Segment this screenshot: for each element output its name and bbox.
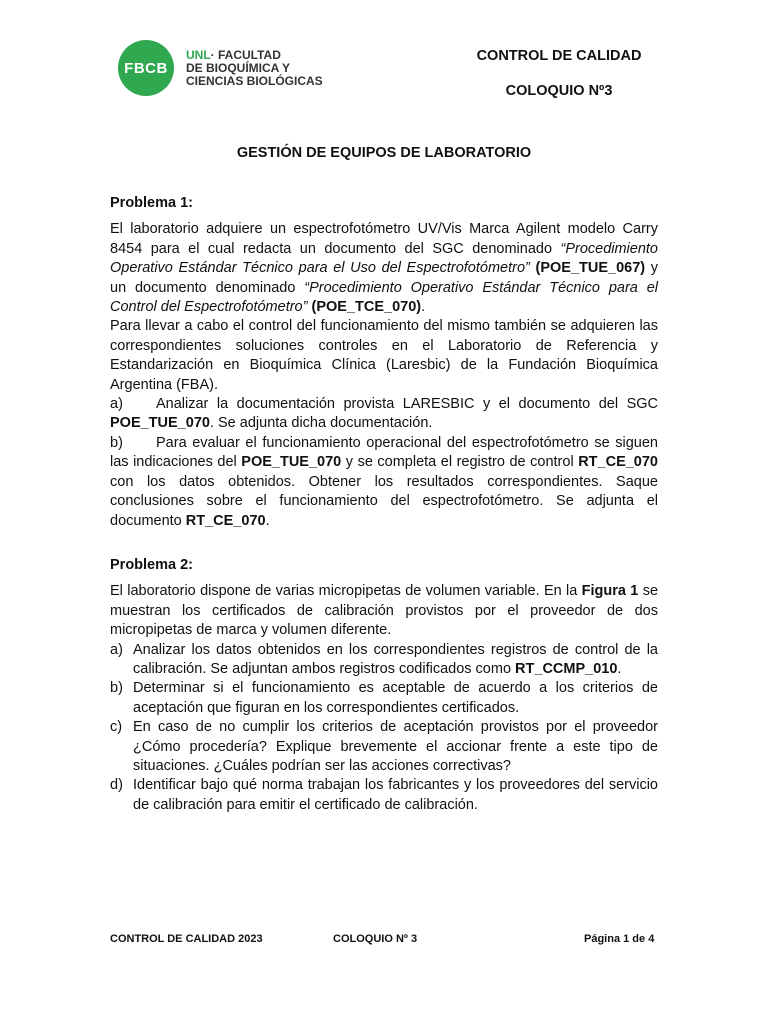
text-run-italic: “Procedimiento Operativo Estándar Técnico para el Uso del Espectrofotómetro” xyxy=(110,240,658,277)
item-text: Analizar los datos obtenidos en los correspondientes registros de control de la calibración. Se adjuntan ambos registros codificados como xyxy=(133,641,658,678)
header-coloquio: COLOQUIO Nº3 xyxy=(505,83,613,99)
list-item xyxy=(110,679,658,718)
problem-2-intro xyxy=(110,582,658,640)
problem-2-list xyxy=(110,641,658,816)
doc-code: RT_CE_070 xyxy=(578,454,658,471)
item-text: Identificar bajo qué norma trabajan los fabricantes y los proveedores del servicio de calibración para emitir el certificado de calibración. xyxy=(133,777,658,813)
text-run-italic: “Procedimiento Operativo Estándar Técnico para el Control del Espectrofotómetro” xyxy=(110,279,658,316)
fbcb-logo xyxy=(118,40,323,96)
doc-code: RT_CCMP_010 xyxy=(515,661,618,678)
item-label: d) xyxy=(110,777,123,794)
logo-line3: CIENCIAS BIOLÓGICAS xyxy=(186,73,323,88)
page-title: GESTIÓN DE EQUIPOS DE LABORATORIO xyxy=(236,145,532,161)
logo-text xyxy=(186,49,323,88)
problem-1-heading: Problema 1: xyxy=(110,195,193,211)
text-run: y un documento denominado xyxy=(110,260,658,296)
text-run: se muestran los certificados de calibración provistos por el proveedor de dos micropipetas de marca y volumen diferente. xyxy=(110,583,659,639)
item-tail: . xyxy=(617,661,622,678)
figure-ref: Figura 1 xyxy=(581,583,639,600)
item-label: c) xyxy=(110,719,123,736)
item-label: a) xyxy=(110,641,123,658)
problem-1-paragraph-1 xyxy=(110,220,658,317)
item-label: b) xyxy=(110,434,123,451)
item-label: a) xyxy=(110,396,123,413)
problem-2-heading: Problema 2: xyxy=(110,557,193,573)
problem-1-item-a xyxy=(110,395,658,434)
problem-1-item-b xyxy=(110,434,658,531)
footer-course: CONTROL DE CALIDAD 2023 xyxy=(110,933,263,945)
logo-unl: UNL xyxy=(186,47,211,62)
text-run: El laboratorio adquiere un espectrofotómetro UV/Vis Marca Agilent modelo Carry 8454 para el cual redacta un documento del SGC denominado xyxy=(110,221,658,257)
problem-2-section xyxy=(110,556,658,815)
text-run: Para evaluar el funcionamiento operacional del espectrofotómetro se siguen las indicaciones del xyxy=(110,434,658,471)
logo-line2: DE BIOQUÍMICA Y xyxy=(186,60,291,75)
doc-code: POE_TUE_070 xyxy=(241,454,342,471)
item-text: Determinar si el funcionamiento es aceptable de acuerdo a los criterios de aceptación que figuran en los correspondientes certificados. xyxy=(133,680,658,716)
footer-page-number: Página 1 de 4 xyxy=(584,933,655,945)
list-item xyxy=(110,641,658,680)
list-item xyxy=(110,718,658,776)
problem-1-paragraph-2: Para llevar a cabo el control del funcionamiento del mismo también se adquieren las correspondientes soluciones controles en el Laboratorio de Referencia y Estandarización en Bioquímica Clínica (Laresbic) de la Fundación Bioquímica Argentina (FBA). xyxy=(110,318,658,393)
doc-code: POE_TUE_070 xyxy=(110,415,210,432)
text-run: y se completa el registro de control xyxy=(341,454,579,471)
text-run: Analizar la documentación provista LARESBIC y el documento del SGC xyxy=(156,396,658,413)
doc-code: (POE_TCE_070) xyxy=(311,299,422,316)
text-run: . Se adjunta dicha documentación. xyxy=(209,415,433,432)
logo-badge xyxy=(118,40,174,96)
list-item xyxy=(110,776,658,815)
logo-line1: · FACULTAD xyxy=(210,47,281,62)
item-text: En caso de no cumplir los criterios de aceptación provistos por el proveedor ¿Cómo procedería? Explique brevemente el accionar frente a este tipo de situaciones. ¿Cuáles podrían ser las acciones correctivas? xyxy=(133,719,658,775)
logo-abbr: FBCB xyxy=(124,59,168,77)
doc-code: (POE_TUE_067) xyxy=(535,260,646,277)
text-run: . xyxy=(421,299,426,316)
problem-1-section xyxy=(110,194,658,531)
text-run: . xyxy=(265,512,270,529)
item-label: b) xyxy=(110,680,123,697)
footer-coloquio: COLOQUIO Nº 3 xyxy=(333,933,418,945)
text-run: El laboratorio dispone de varias micropipetas de volumen variable. En la xyxy=(110,583,582,600)
doc-code: RT_CE_070 xyxy=(185,512,266,529)
header-course-title: CONTROL DE CALIDAD xyxy=(476,48,642,64)
text-run: con los datos obtenidos. Obtener los resultados correspondientes. Saque conclusiones sobre el funcionamiento del espectrofotómetro. Se adjunta el documento xyxy=(110,473,658,529)
